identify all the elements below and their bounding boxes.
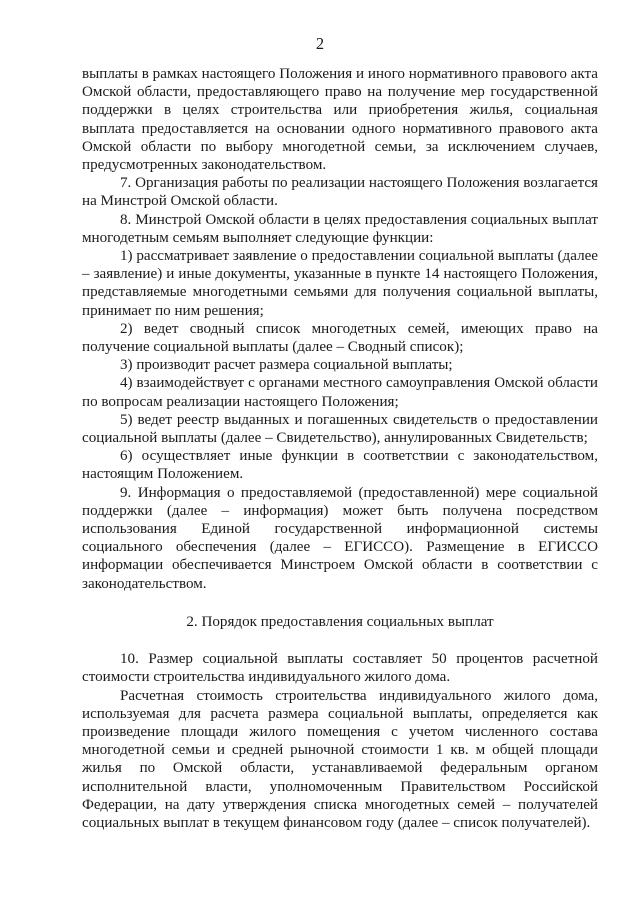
paragraph-item-8: 8. Минстрой Омской области в целях предоставления социальных выплат многодетным семьям выполняет следующие функции: bbox=[82, 211, 598, 246]
paragraph-item-7: 7. Организация работы по реализации настоящего Положения возлагается на Минстрой Омской области. bbox=[82, 175, 598, 210]
paragraph-subitem-3: 3) производит расчет размера социальной выплаты; bbox=[120, 357, 453, 374]
page-number: 2 bbox=[315, 34, 325, 53]
paragraph-continuation: выплаты в рамках настоящего Положения и иного нормативного правового акта Омской области, предоставляющего право на получение мер государственной поддержки в целях строительства или приобретения жилья, социальная выплата предоставляется на основании одного нормативного правового акта Омской области по выбору многодетной семьи, за исключением случаев, предусмотренных законодательством. bbox=[82, 66, 598, 174]
paragraph-subitem-4: 4) взаимодействует с органами местного самоуправления Омской области по вопросам реализации настоящего Положения; bbox=[82, 375, 598, 410]
paragraph-subitem-6: 6) осуществляет иные функции в соответствии с законодательством, настоящим Положением. bbox=[82, 448, 598, 483]
document-body bbox=[82, 65, 598, 832]
paragraph-subitem-1: 1) рассматривает заявление о предоставлении социальной выплаты (далее – заявление) и иные документы, указанные в пункте 14 настоящего Положения, представляемые многодетными семьями для получения социальной выплаты, принимает по ним решения; bbox=[82, 248, 598, 319]
section-heading: 2. Порядок предоставления социальных выплат bbox=[186, 613, 494, 630]
paragraph-item-10: 10. Размер социальной выплаты составляет 50 процентов расчетной стоимости строительства индивидуального жилого дома. bbox=[82, 651, 598, 686]
paragraph-subitem-5: 5) ведет реестр выданных и погашенных свидетельств о предоставлении социальной выплаты (далее – Свидетельство), аннулированных Свидетельств; bbox=[82, 411, 598, 447]
paragraph-calculation: Расчетная стоимость строительства индивидуального жилого дома, используемая для расчета размера социальной выплаты, определяется как произведение площади жилого помещения с учетом численного состава многодетной семьи и средней рыночной стоимости 1 кв. м общей площади жилья по Омской области, устанавливаемой федеральным органом исполнительной власти, уполномоченным Правительством Российской Федерации, на дату утверждения списка многодетных семей – получателей социальных выплат в текущем финансовом году (далее – список получателей). bbox=[82, 687, 598, 831]
paragraph-subitem-2: 2) ведет сводный список многодетных семей, имеющих право на получение социальной выплаты (далее – Сводный список); bbox=[82, 320, 598, 356]
paragraph-item-9: 9. Информация о предоставляемой (предоставленной) мере социальной поддержки (далее – информация) может быть получена посредством использования Единой государственной информационной системы социального обеспечения (далее – ЕГИССО). Размещение в ЕГИССО информации обеспечивается Минстроем Омской области в соответствии с законодательством. bbox=[82, 484, 598, 592]
